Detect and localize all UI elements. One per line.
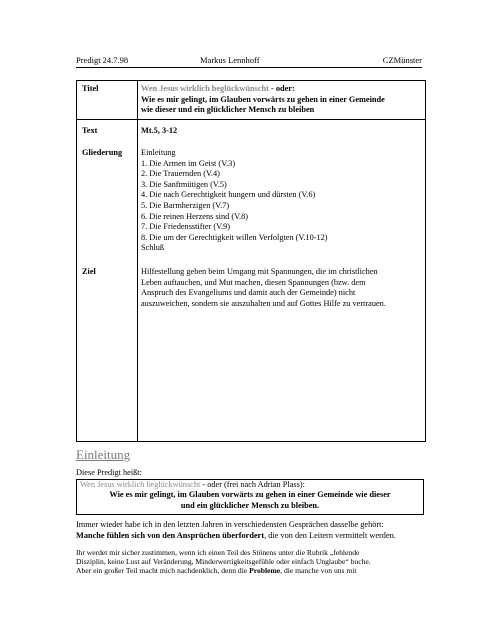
paragraph-line	[76, 566, 422, 575]
outline-item: 6. Die reinen Herzens sind (V.8)	[141, 211, 248, 221]
intro-line: Diese Predigt heißt:	[76, 468, 142, 477]
paragraph-line: Ihr werdet mir sicher zustimmen, wenn ich einen Teil des Stönens unter die Rubrik „fehlende	[76, 548, 360, 557]
label-ziel: Ziel	[82, 267, 96, 276]
header-date: Predigt 24.7.98	[76, 55, 129, 65]
sermon-info-table	[76, 80, 426, 442]
quote-rest: - oder (frei nach Adrian Plass):	[200, 480, 305, 489]
table-column-divider	[137, 81, 138, 441]
text-span: , die manche von uns mit	[280, 566, 357, 576]
text-span: Aber ein großer Teil macht mich nachdenklich, denn die	[76, 566, 250, 576]
quote-line-3: und ein glücklicher Mensch zu bleiben.	[180, 501, 320, 510]
value-ziel	[141, 267, 421, 309]
page-header	[76, 55, 422, 68]
ziel-line: Anspruch des Evangeliums und damit auch der Gemeinde) nicht	[141, 288, 356, 298]
row-separator	[77, 119, 425, 120]
quote-line-2: Wie es mir gelingt, im Glauben vorwärts zu gehen in einer Gemeinde wie dieser	[109, 490, 391, 499]
outline-item: Einleitung	[141, 148, 176, 157]
section-heading: Einleitung	[76, 447, 131, 462]
ziel-line: Leben auftauchen, und Mut machen, diesen Spannungen (bzw. dem	[141, 277, 366, 287]
titel-line-2: Wie es mir gelingt, im Glauben vorwärts zu gehen in einer Gemeinde	[141, 94, 385, 104]
emphasis: Probleme	[249, 566, 281, 576]
outline-item: 8. Die um der Gerechtigkeit willen Verfolgten (V.10-12)	[141, 232, 328, 242]
quote-grey-part: Wen Jesus wirklich beglückwünscht	[80, 480, 201, 489]
outline-item: 5. Die Barmherzigen (V.7)	[141, 200, 230, 210]
outline-item: Schluß	[141, 243, 165, 253]
outline-item: 7. Die Friedensstifter (V.9)	[141, 222, 231, 232]
label-titel: Titel	[82, 84, 99, 93]
titel-rest: - oder:	[268, 84, 295, 93]
paragraph-1	[76, 520, 424, 541]
label-gliederung: Gliederung	[82, 148, 123, 157]
paragraph-line	[76, 531, 424, 542]
value-titel	[141, 84, 421, 116]
paragraph-2	[76, 548, 424, 557]
outline-item: 1. Die Armen im Geist (V.3)	[141, 158, 236, 168]
titel-line-3: wie dieser und ein glücklicher Mensch zu bleiben	[141, 105, 315, 115]
outline-item: 2. Die Trauernden (V.4)	[141, 169, 220, 179]
titel-grey-part: Wen Jesus wirklich beglückwünscht	[141, 84, 269, 93]
value-gliederung	[141, 148, 421, 254]
ziel-line: Hilfestellung geben beim Umgang mit Spannungen, die im christlichen	[141, 267, 378, 276]
header-author: Markus Lennhoff	[200, 55, 260, 65]
paragraph-2-body	[76, 557, 422, 575]
title-quote-box	[76, 479, 424, 515]
emphasis: Manche fühlen sich von den Ansprüchen überfordert	[76, 530, 265, 540]
value-text: Mt.5, 3-12	[141, 126, 178, 135]
quote-line-1	[80, 480, 305, 491]
header-location: CZMünster	[382, 55, 422, 65]
paragraph-line: Immer wieder habe ich in den letzten Jahren in verschiedensten Gesprächen dasselbe gehört:	[76, 520, 384, 529]
text-span: , die von den Leitern vermittelt werden.	[264, 530, 396, 540]
paragraph-line: Disziplin, keine Lust auf Veränderung, Minderwertigkeitsgefühle oder einfach Unglaube“ buche.	[76, 557, 371, 566]
label-text: Text	[82, 126, 98, 135]
outline-item: 4. Die nach Gerechtigkeit hungern und dürsten (V.6)	[141, 190, 316, 200]
ziel-line: auszuweichen, sondern sie auszuhalten und auf Gottes Hilfe zu vertrauen.	[141, 298, 386, 308]
outline-item: 3. Die Sanftmütigen (V.5)	[141, 179, 227, 189]
